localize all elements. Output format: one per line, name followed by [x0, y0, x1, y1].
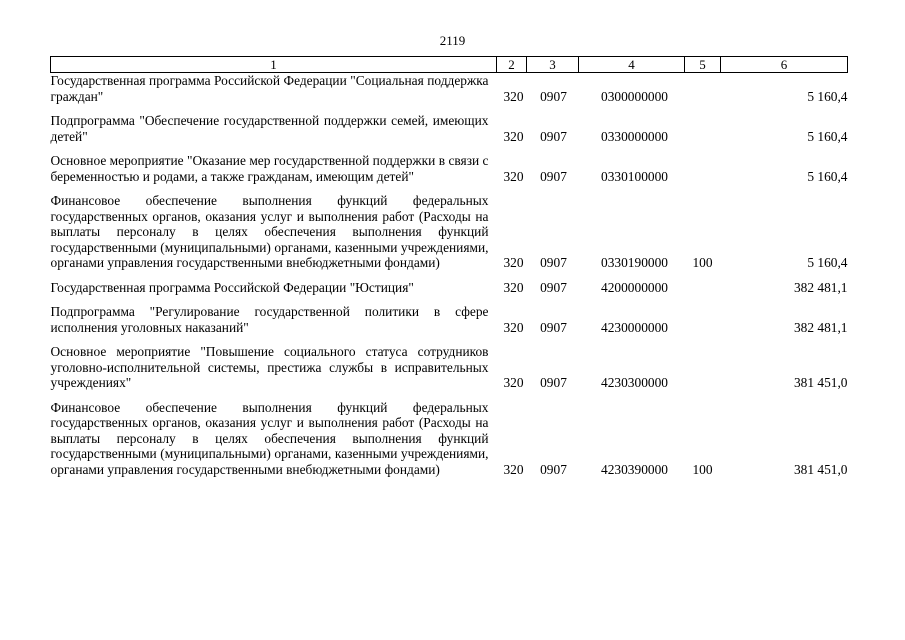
row-admin-code: 320: [503, 279, 524, 295]
row-name: Подпрограмма "Регулирование государственной политики в сфере исполнения уголовных наказаний": [50, 304, 489, 335]
row-section-code: 0907: [540, 461, 567, 477]
row-target-code: 4230300000: [601, 375, 668, 390]
row-name: Основное мероприятие "Оказание мер государственной поддержки в связи с беременностью и родами, а также гражданам, имеющим детей": [50, 153, 489, 184]
column-header-2: 2: [497, 57, 527, 73]
row-amount: 381 451,0: [793, 461, 848, 477]
row-section-code: 0907: [540, 255, 567, 270]
table-row: [51, 304, 848, 335]
row-target-code: 0300000000: [601, 88, 668, 104]
row-section-code: 0907: [540, 88, 567, 104]
row-target-code: 4200000000: [601, 279, 668, 295]
column-header-3: 3: [527, 57, 579, 73]
row-expense-type: [685, 73, 721, 105]
row-name: Государственная программа Российской Федерации "Социальная поддержка граждан": [50, 73, 489, 104]
column-header-4: 4: [579, 57, 685, 73]
row-target-code: 0330190000: [601, 255, 668, 270]
row-admin-code: 320: [503, 319, 524, 335]
row-target-code: 0330100000: [601, 168, 668, 184]
table-row: [51, 280, 848, 296]
table-row: [51, 153, 848, 184]
row-section-code: 0907: [540, 128, 567, 144]
row-amount: 5 160,4: [807, 88, 848, 104]
header-row: [51, 57, 848, 73]
table-row: [51, 344, 848, 391]
row-amount: 382 481,1: [793, 279, 848, 295]
table-row: [51, 400, 848, 478]
row-name: Государственная программа Российской Федерации "Юстиция": [50, 279, 414, 295]
table-row: [51, 113, 848, 144]
row-name: Финансовое обеспечение выполнения функций федеральных государственных органов, оказания услуг и выполнения работ (Расходы на выплаты персоналу в целях обеспечения выполнения функций государственными (муниципальными) органами, казенными учреждениями, органами управления государственными внебюджетными фондами): [50, 399, 489, 477]
row-amount: 5 160,4: [807, 255, 848, 270]
row-expense-type: [685, 280, 721, 296]
row-expense-type: [685, 153, 721, 184]
row-admin-code: 320: [503, 128, 524, 144]
row-section-code: 0907: [540, 319, 567, 335]
row-target-code: 0330000000: [601, 128, 668, 144]
row-target-code: 4230000000: [601, 319, 668, 335]
row-expense-type: [685, 304, 721, 335]
row-section-code: 0907: [540, 168, 567, 184]
row-target-code: 4230390000: [601, 461, 668, 477]
row-admin-code: 320: [503, 88, 524, 104]
table-row: [51, 73, 848, 105]
row-name: Подпрограмма "Обеспечение государственной поддержки семей, имеющих детей": [50, 113, 489, 144]
row-expense-type: [685, 113, 721, 144]
row-expense-type: 100: [692, 461, 713, 477]
row-expense-type: [685, 344, 721, 391]
row-section-code: 0907: [540, 279, 567, 295]
column-header-6: 6: [721, 57, 848, 73]
row-admin-code: 320: [503, 255, 524, 270]
row-amount: 5 160,4: [807, 168, 848, 184]
row-amount: 381 451,0: [793, 375, 848, 390]
table-row: [51, 193, 848, 271]
row-amount: 382 481,1: [793, 319, 848, 335]
row-name: Основное мероприятие "Повышение социального статуса сотрудников уголовно-исполнительной системы, престижа службы в исправительных учреждениях": [50, 344, 489, 390]
row-admin-code: 320: [503, 375, 524, 390]
page-number: 2119: [439, 33, 466, 48]
row-amount: 5 160,4: [807, 128, 848, 144]
row-section-code: 0907: [540, 375, 567, 390]
row-expense-type: 100: [692, 255, 713, 270]
column-header-1: 1: [51, 57, 497, 73]
row-admin-code: 320: [503, 461, 524, 477]
column-header-5: 5: [685, 57, 721, 73]
budget-table: [50, 56, 848, 477]
row-name: Финансовое обеспечение выполнения функций федеральных государственных органов, оказания услуг и выполнения работ (Расходы на выплаты персоналу в целях обеспечения выполнения функций государственными (муниципальными) органами, казенными учреждениями, органами управления государственными внебюджетными фондами): [50, 193, 489, 270]
row-admin-code: 320: [503, 168, 524, 184]
